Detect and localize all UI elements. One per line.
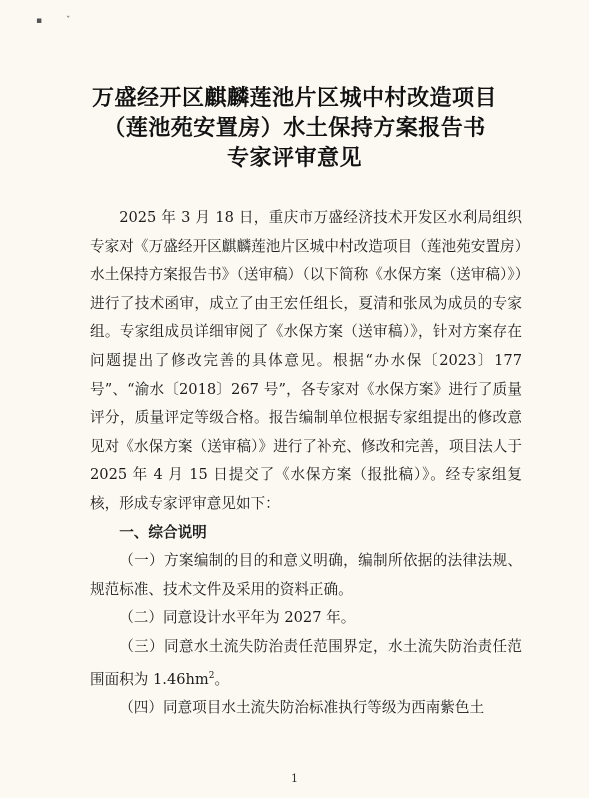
item-3-end: 。	[214, 670, 230, 688]
page-number: 1	[291, 772, 298, 785]
document-title	[0, 84, 589, 174]
list-item: （四）同意项目水土流失防治标准执行等级为西南紫色土	[119, 698, 485, 716]
list-item: （二）同意设计水平年为 2027 年。	[119, 609, 356, 627]
list-item	[90, 633, 522, 694]
area-unit-superscript: 2	[208, 670, 215, 681]
item-3-text: （三）同意水土流失防治责任范围界定，水土流失防治责任范围面积为 1.46hm	[90, 637, 522, 688]
intro-paragraph: 2025 年 3 月 18 日，重庆市万盛经济技术开发区水利局组织专家对《万盛经开区麒麟莲池片区城中村改造项目（莲池苑安置房）水土保持方案报告书》（送审稿）（以下简称《水保方案（送审稿）》）进行了技术函审，成立了由王宏任组长，夏清和张凤为成员的专家组。专家组成员详细审阅了《水保方案（送审稿）》，针对方案存在问题提出了修改完善的具体意见。根据“办水保〔2023〕177 号”、“渝水〔2018〕267 号”，各专家对《水保方案》进行了质量评分，质量评定等级合格。报告编制单位根据专家组提出的修改意见对《水保方案（送审稿）》进行了补充、修改和完善，项目法人于 2025 年 4 月 15 日提交了《水保方案（报批稿）》。经专家组复核，形成专家评审意见如下：	[90, 209, 522, 512]
document-body	[90, 204, 522, 723]
section-heading: 一、综合说明	[119, 523, 207, 541]
title-line-2: （莲池苑安置房）水土保持方案报告书	[103, 116, 486, 141]
scan-mark: ˇ	[66, 16, 71, 26]
title-line-1: 万盛经开区麒麟莲池片区城中村改造项目	[91, 86, 497, 111]
title-line-3: 专家评审意见	[226, 146, 362, 171]
list-item: （一）方案编制的目的和意义明确，编制所依据的法律法规、规范标准、技术文件及采用的资料正确。	[90, 552, 522, 598]
scan-mark: ▪	[36, 16, 43, 26]
